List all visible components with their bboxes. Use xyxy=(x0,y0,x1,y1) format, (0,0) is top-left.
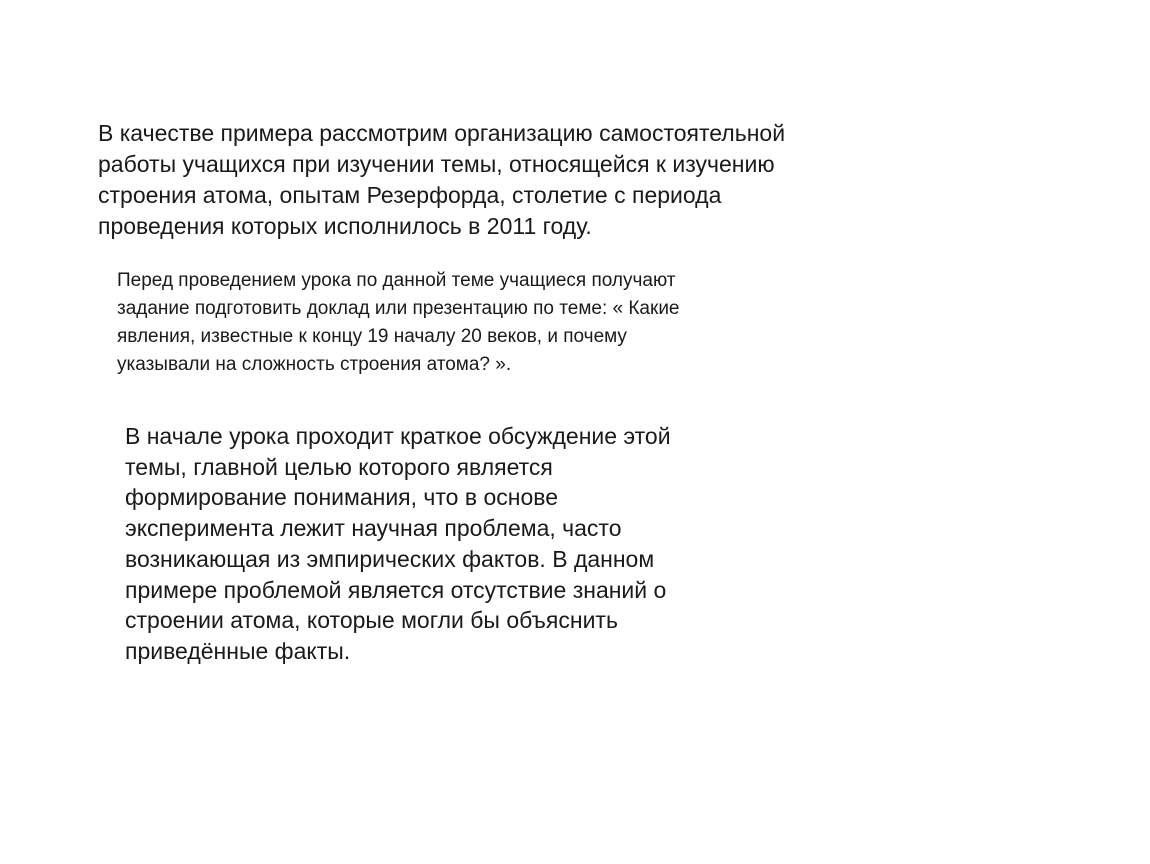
text-line: указывали на сложность строения атома? ». xyxy=(117,354,512,375)
text-line: работы учащихся при изучении темы, относящейся к изучению xyxy=(98,151,775,177)
text-line: проведения которых исполнилось в 2011 году. xyxy=(98,213,592,239)
text-line: задание подготовить доклад или презентацию по теме: « Какие xyxy=(117,298,680,319)
paragraph-example-intro xyxy=(98,118,785,242)
paragraph-homework-task xyxy=(117,267,680,379)
text-line: явления, известные к концу 19 началу 20 веков, и почему xyxy=(117,326,627,347)
text-line: формирование понимания, что в основе xyxy=(125,484,559,511)
text-line: строении атома, которые могли бы объяснить xyxy=(125,607,618,634)
paragraph-lesson-discussion xyxy=(125,421,671,667)
text-line: возникающая из эмпирических фактов. В данном xyxy=(125,545,655,572)
text-line: эксперимента лежит научная проблема, часто xyxy=(125,515,622,542)
text-line: примере проблемой является отсутствие знаний о xyxy=(125,576,667,603)
text-line: приведённые факты. xyxy=(125,637,351,664)
text-line: В качестве примера рассмотрим организацию самостоятельной xyxy=(98,120,786,146)
text-line: Перед проведением урока по данной теме учащиеся получают xyxy=(117,270,676,291)
text-line: В начале урока проходит краткое обсуждение этой xyxy=(125,423,671,449)
text-line: темы, главной целью которого является xyxy=(125,453,553,480)
text-line: строения атома, опытам Резерфорда, столетие с периода xyxy=(98,182,722,208)
